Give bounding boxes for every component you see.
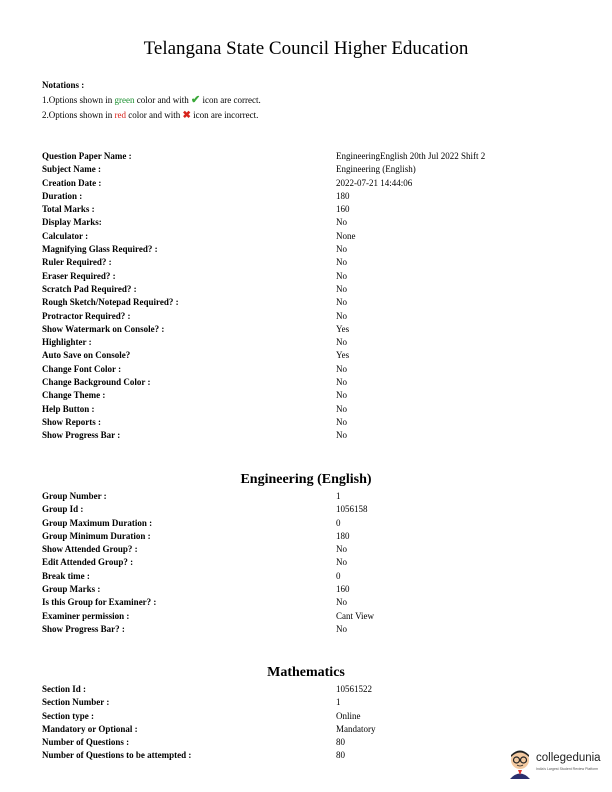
notation-text: color and with [134, 95, 192, 105]
detail-row [42, 503, 582, 516]
notation-incorrect [42, 108, 261, 123]
detail-label: Scratch Pad Required? : [42, 283, 137, 294]
detail-value: Cant View [336, 610, 375, 621]
detail-label: Duration : [42, 190, 83, 201]
detail-row [42, 190, 582, 203]
detail-row [42, 490, 582, 503]
detail-row [42, 416, 582, 429]
detail-value: No [336, 244, 347, 255]
detail-value: No [336, 283, 347, 294]
detail-value: No [336, 377, 347, 388]
notations-heading: Notations : [42, 80, 85, 90]
detail-value: 180 [336, 530, 350, 541]
detail-label: Section Number : [42, 697, 110, 708]
cross-icon: ✖ [182, 110, 191, 121]
detail-value: No [336, 544, 347, 555]
detail-label: Show Progress Bar? : [42, 623, 125, 634]
detail-row [42, 736, 582, 749]
detail-value: No [336, 416, 347, 427]
detail-row [42, 256, 582, 269]
detail-row [42, 389, 582, 402]
detail-row [42, 517, 582, 530]
detail-row [42, 570, 582, 583]
detail-value: None [336, 230, 356, 241]
detail-row [42, 216, 582, 229]
notation-text: color and with [126, 110, 183, 120]
detail-value: Mandatory [336, 723, 376, 734]
detail-value: 160 [336, 204, 350, 215]
detail-label: Mandatory or Optional : [42, 723, 138, 734]
detail-label: Ruler Required? : [42, 257, 112, 268]
red-word: red [114, 110, 127, 120]
detail-row [42, 150, 582, 163]
detail-label: Subject Name : [42, 164, 101, 175]
detail-label: Number of Questions to be attempted : [42, 750, 192, 761]
detail-value: No [336, 557, 347, 568]
detail-value: 1 [336, 697, 341, 708]
detail-label: Group Marks : [42, 584, 101, 595]
detail-value: No [336, 217, 347, 228]
detail-value: 1056158 [336, 504, 368, 515]
detail-row [42, 556, 582, 569]
detail-row [42, 749, 582, 762]
notation-text: 1.Options shown in [42, 95, 115, 105]
detail-row [42, 723, 582, 736]
detail-label: Change Background Color : [42, 377, 151, 388]
detail-row [42, 163, 582, 176]
detail-row [42, 177, 582, 190]
detail-label: Change Theme : [42, 390, 106, 401]
detail-label: Display Marks: [42, 217, 102, 228]
detail-value: No [336, 363, 347, 374]
detail-value: 80 [336, 737, 345, 748]
detail-value: Yes [336, 350, 350, 361]
detail-value: EngineeringEnglish 20th Jul 2022 Shift 2 [336, 151, 486, 161]
detail-value: No [336, 297, 347, 308]
group-details [42, 490, 582, 636]
detail-row [42, 530, 582, 543]
mascot-icon [506, 748, 534, 780]
detail-value: No [336, 430, 347, 441]
detail-value: No [336, 337, 347, 348]
detail-value: Yes [336, 323, 350, 334]
brand-name: collegedunia [536, 752, 601, 764]
detail-value: 0 [336, 517, 341, 528]
page-title: Telangana State Council Higher Education [143, 38, 469, 59]
detail-value: No [336, 310, 347, 321]
detail-label: Change Font Color : [42, 363, 122, 374]
detail-row [42, 710, 582, 723]
detail-row [42, 696, 582, 709]
detail-value: Engineering (English) [336, 164, 416, 175]
detail-value: 2022-07-21 14:44:06 [336, 177, 413, 188]
detail-value: 1 [336, 491, 341, 501]
detail-row [42, 363, 582, 376]
detail-row [42, 403, 582, 416]
detail-label: Total Marks : [42, 204, 95, 215]
detail-row [42, 623, 582, 636]
detail-row [42, 310, 582, 323]
detail-label: Show Progress Bar : [42, 430, 121, 441]
detail-value: No [336, 623, 347, 634]
detail-value: 0 [336, 570, 341, 581]
group-heading: Engineering (English) [240, 472, 372, 487]
detail-row [42, 543, 582, 556]
detail-value: No [336, 390, 347, 401]
detail-row [42, 283, 582, 296]
detail-label: Section type : [42, 710, 94, 721]
detail-label: Number of Questions : [42, 737, 130, 748]
section-details [42, 683, 582, 763]
detail-label: Examiner permission : [42, 610, 130, 621]
detail-value: No [336, 257, 347, 268]
detail-row [42, 230, 582, 243]
detail-row [42, 683, 582, 696]
detail-label: Protractor Required? : [42, 310, 131, 321]
check-icon: ✔ [191, 94, 201, 106]
detail-row [42, 296, 582, 309]
notation-correct [42, 93, 261, 108]
detail-label: Calculator : [42, 230, 89, 241]
detail-label: Group Minimum Duration : [42, 530, 151, 541]
detail-label: Group Maximum Duration : [42, 517, 153, 528]
detail-label: Eraser Required? : [42, 270, 116, 281]
detail-row [42, 323, 582, 336]
detail-value: No [336, 403, 347, 414]
detail-row [42, 336, 582, 349]
detail-value: No [336, 270, 347, 281]
detail-value: No [336, 597, 347, 608]
detail-row [42, 270, 582, 283]
detail-row [42, 583, 582, 596]
detail-label: Show Reports : [42, 416, 102, 427]
detail-row [42, 429, 582, 442]
detail-label: Section Id : [42, 684, 87, 694]
detail-label: Magnifying Glass Required? : [42, 244, 158, 255]
detail-row [42, 203, 582, 216]
notation-text: icon are incorrect. [190, 110, 259, 120]
detail-label: Creation Date : [42, 177, 102, 188]
notation-text: 2.Options shown in [42, 110, 115, 120]
detail-row [42, 376, 582, 389]
detail-row [42, 243, 582, 256]
paper-details [42, 150, 582, 443]
detail-value: 180 [336, 190, 350, 201]
detail-label: Show Watermark on Console? : [42, 323, 165, 334]
brand-tagline: India's Largest Student Review Platform [536, 767, 599, 771]
notations [42, 78, 261, 123]
detail-label: Edit Attended Group? : [42, 557, 134, 568]
green-word: green [114, 95, 135, 105]
detail-row [42, 610, 582, 623]
detail-label: Auto Save on Console? [42, 350, 131, 361]
detail-label: Help Button : [42, 403, 95, 414]
section-heading: Mathematics [267, 665, 345, 680]
detail-label: Highlighter : [42, 337, 92, 348]
detail-label: Is this Group for Examiner? : [42, 597, 157, 608]
detail-label: Rough Sketch/Notepad Required? : [42, 297, 179, 308]
detail-value: 80 [336, 750, 345, 761]
detail-label: Question Paper Name : [42, 151, 132, 161]
detail-value: 10561522 [336, 684, 372, 694]
detail-row [42, 349, 582, 362]
detail-label: Group Number : [42, 491, 107, 501]
detail-label: Group Id : [42, 504, 84, 515]
collegedunia-logo [506, 748, 606, 780]
detail-value: Online [336, 710, 361, 721]
detail-label: Break time : [42, 570, 90, 581]
detail-value: 160 [336, 584, 350, 595]
notation-text: icon are correct. [200, 95, 261, 105]
detail-row [42, 596, 582, 609]
detail-label: Show Attended Group? : [42, 544, 138, 555]
